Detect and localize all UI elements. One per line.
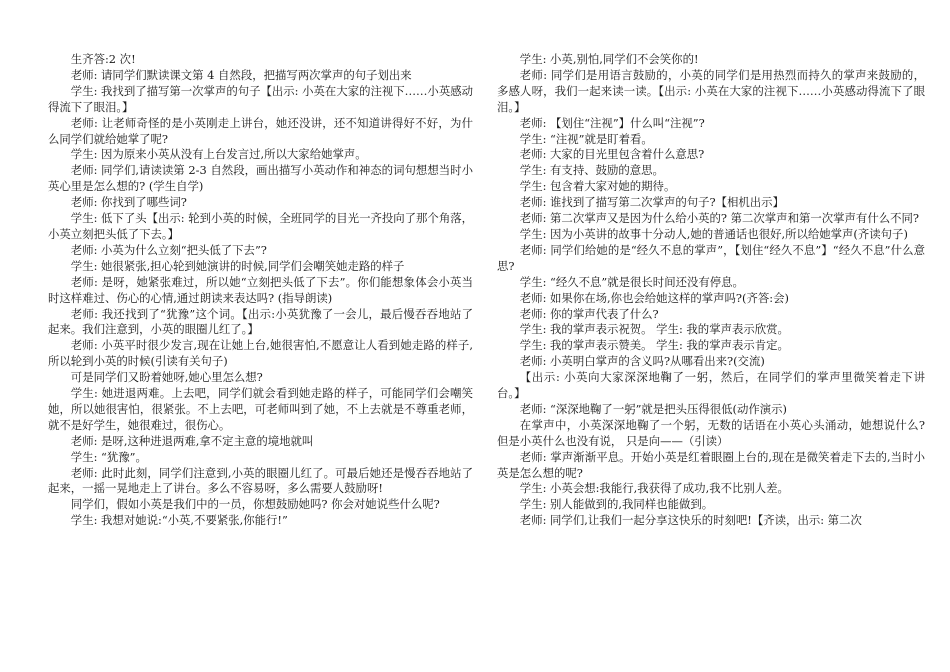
paragraph: 学生: 小英会想:我能行,我获得了成功,我不比别人差。 — [519, 481, 789, 496]
paragraph: 【出示: 小英向大家深深地鞠了一躬，然后，在同学们的掌声里微笑着走下讲台。】 — [497, 370, 925, 401]
paragraph: 老师: 我还找到了“犹豫”这个词。【出示:小英犹豫了一会儿，最后慢吞吞地站了起来。我们注意到，小英的眼圈儿红了。】 — [48, 306, 473, 337]
paragraph: 老师: “深深地鞠了一躬”就是把头压得很低(动作演示) — [519, 401, 787, 416]
left-text-column — [48, 52, 473, 529]
paragraph: 老师: 让老师奇怪的是小英刚走上讲台，她还没讲，还不知道讲得好不好，为什么同学们就给她掌了呢? — [48, 115, 473, 146]
paragraph: 老师: 小英为什么立刻“把头低了下去”? — [70, 242, 267, 257]
paragraph: 学生: “犹豫”。 — [70, 449, 147, 464]
paragraph: 学生: 她很紧张,担心轮到她演讲的时候,同学们会嘲笑她走路的样子 — [70, 258, 405, 273]
paragraph: 老师: 如果你在场,你也会给她这样的掌声吗?(齐答:会) — [519, 290, 789, 305]
paragraph: 学生: 她进退两难。上去吧，同学们就会看到她走路的样子，可能同学们会嘲笑她，所以她很害怕，很紧张。不上去吧，可老师叫到了她，不上去就是不尊重老师，就不是好学生，她很难过，很伤心。 — [48, 386, 473, 432]
paragraph: 老师: 此时此刻，同学们注意到,小英的眼圈儿红了。可最后她还是慢吞吞地站了起来，一摇一晃地走上了讲台。多么不容易呀，多么需要人鼓励呀! — [48, 465, 473, 496]
paragraph: 学生: “经久不息”就是很长时间还没有停息。 — [519, 274, 744, 289]
paragraph: 同学们，假如小英是我们中的一员，你想鼓励她吗? 你会对她说些什么呢? — [70, 497, 440, 512]
paragraph: 学生: 我找到了描写第一次掌声的句子【出示: 小英在大家的注视下……小英感动得流下了眼泪。】 — [48, 83, 473, 114]
paragraph: 可是同学们又盼着她呀,她心里怎么想? — [70, 370, 263, 385]
paragraph: 学生: 我的掌声表示赞美。 学生: 我的掌声表示肯定。 — [519, 338, 789, 353]
paragraph: 老师: 同学们给她的是“经久不息的掌声”，【划住“经久不息”】“经久不息”什么意思? — [497, 242, 925, 273]
paragraph: 学生: 我的掌声表示祝贺。 学生: 我的掌声表示欣赏。 — [519, 322, 789, 337]
paragraph: 学生: 包含着大家对她的期待。 — [519, 179, 676, 194]
paragraph: 老师: 请同学们默读课文第 4 自然段，把描写两次掌声的句子划出来 — [70, 67, 412, 82]
paragraph: 老师: 小英明白掌声的含义吗?从哪看出来?(交流) — [519, 354, 765, 369]
paragraph: 学生: 低下了头【出示: 轮到小英的时候，全班同学的目光一齐投向了那个角落，小英立刻把头低了下去。】 — [48, 211, 473, 241]
paragraph: 老师: 大家的目光里包含着什么意思? — [519, 147, 705, 162]
paragraph: 学生: 别人能做到的,我同样也能做到。 — [519, 497, 714, 512]
paragraph: 学生: 有支持、鼓励的意思。 — [519, 163, 664, 178]
paragraph: 学生: “注视”就是盯着看。 — [519, 131, 653, 146]
paragraph: 在掌声中，小英深深地鞠了一个躬，无数的话语在小英心头涌动，她想说什么? 但是小英什么也没有说， 只是向——（引读） — [497, 417, 925, 448]
paragraph: 老师: 同学们是用语言鼓励的，小英的同学们是用热烈而持久的掌声来鼓励的，多感人呀，我们一起来读一读。【出示: 小英在大家的注视下……小英感动得流下了眼泪。】 — [497, 67, 925, 114]
paragraph: 学生: 小英,别怕,同学们不会笑你的! — [519, 52, 699, 66]
paragraph: 生齐答:2 次! — [70, 52, 136, 66]
paragraph: 老师: 小英平时很少发言,现在让她上台,她很害怕,不愿意让人看到她走路的样子,所以轮到小英的时候(引读有关句子) — [48, 338, 473, 369]
paragraph: 老师: 是呀，她紧张难过，所以她“立刻把头低了下去”。你们能想象体会小英当时这样难过、伤心的心情,通过朗读来表达吗? (指导朗读) — [48, 274, 473, 305]
paragraph: 老师: 谁找到了描写第二次掌声的句子?【相机出示】 — [519, 195, 784, 210]
paragraph: 学生: 因为原来小英从没有上台发言过,所以大家给她掌声。 — [70, 147, 367, 162]
right-text-column — [497, 52, 925, 529]
paragraph: 老师: 你的掌声代表了什么? — [519, 306, 659, 321]
paragraph: 学生: 我想对她说:“小英,不要紧张,你能行!” — [70, 513, 288, 528]
paragraph: 老师: 你找到了哪些词? — [70, 195, 187, 210]
paragraph: 老师: 掌声渐渐平息。开始小英是红着眼圈上台的,现在是微笑着走下去的,当时小英是怎么想的呢? — [497, 449, 925, 480]
paragraph: 老师: 同学们,请读读第 2-3 自然段，画出描写小英动作和神态的词句想想当时小英心里是怎么想的? (学生自学) — [48, 163, 473, 194]
paragraph: 老师: 是呀,这种进退两难,拿不定主意的境地就叫 — [70, 433, 314, 448]
paragraph: 老师: 第二次掌声又是因为什么给小英的? 第二次掌声和第一次掌声有什么不同? — [519, 211, 919, 226]
paragraph: 老师: 同学们,让我们一起分享这快乐的时刻吧!【齐读，出示: 第二次 — [519, 513, 862, 528]
paragraph: 学生: 因为小英讲的故事十分动人,她的普通话也很好,所以给她掌声(齐读句子) — [519, 226, 908, 241]
paragraph: 老师: 【划住“注视”】什么叫“注视”? — [519, 115, 705, 130]
